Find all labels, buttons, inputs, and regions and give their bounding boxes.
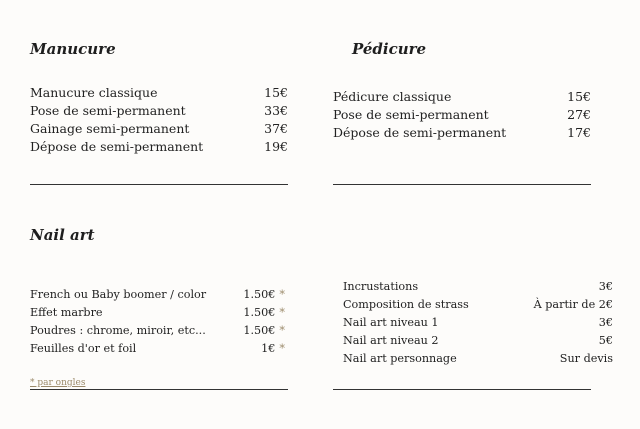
list-item bbox=[343, 332, 613, 350]
item-price: 27€ bbox=[567, 107, 591, 122]
item-price: 17€ bbox=[567, 125, 591, 140]
manucure-list bbox=[30, 84, 288, 156]
manucure-heading: Manucure bbox=[30, 40, 116, 58]
asterisk-marker: * bbox=[279, 288, 285, 301]
list-item bbox=[30, 138, 288, 156]
list-item bbox=[30, 322, 285, 340]
footnote: * par ongles bbox=[30, 378, 86, 388]
item-price: 37€ bbox=[264, 121, 288, 136]
item-name: Pédicure classique bbox=[333, 89, 452, 104]
item-price: 15€ bbox=[567, 89, 591, 104]
asterisk-marker: * bbox=[279, 342, 285, 355]
section-divider bbox=[30, 389, 288, 390]
item-price: 19€ bbox=[264, 139, 288, 154]
item-name: Dépose de semi-permanent bbox=[30, 139, 204, 154]
item-price: 1€ bbox=[261, 342, 276, 355]
item-name: Pose de semi-permanent bbox=[333, 107, 489, 122]
list-item bbox=[343, 350, 613, 368]
item-name: Composition de strass bbox=[343, 298, 469, 311]
item-price: 33€ bbox=[264, 103, 288, 118]
item-name: Pose de semi-permanent bbox=[30, 103, 186, 118]
list-item bbox=[30, 340, 285, 358]
list-item bbox=[343, 278, 613, 296]
item-name: Dépose de semi-permanent bbox=[333, 125, 507, 140]
item-price: 5€ bbox=[598, 334, 613, 347]
list-item bbox=[30, 286, 285, 304]
item-name: Feuilles d'or et foil bbox=[30, 342, 137, 355]
item-name: Manucure classique bbox=[30, 85, 158, 100]
section-divider bbox=[30, 184, 288, 185]
list-item bbox=[333, 124, 591, 142]
list-item bbox=[343, 314, 613, 332]
item-price: 3€ bbox=[598, 316, 613, 329]
item-name: Effet marbre bbox=[30, 306, 103, 319]
list-item bbox=[30, 304, 285, 322]
list-item bbox=[333, 106, 591, 124]
item-name: Nail art personnage bbox=[343, 352, 457, 365]
item-price: 1.50€ bbox=[243, 324, 276, 337]
item-name: French ou Baby boomer / color bbox=[30, 288, 207, 301]
list-item bbox=[30, 120, 288, 138]
item-name: Gainage semi-permanent bbox=[30, 121, 190, 136]
pedicure-list bbox=[333, 88, 591, 142]
section-divider bbox=[333, 184, 591, 185]
section-divider bbox=[333, 389, 591, 390]
item-price: Sur devis bbox=[559, 352, 613, 365]
item-price: 15€ bbox=[264, 85, 288, 100]
item-price: 3€ bbox=[598, 280, 613, 293]
asterisk-marker: * bbox=[279, 306, 285, 319]
item-name: Nail art niveau 2 bbox=[343, 334, 439, 347]
item-price: À partir de 2€ bbox=[533, 298, 613, 311]
nail-art-left-list bbox=[30, 286, 285, 358]
nail-art-right-list bbox=[343, 278, 613, 368]
list-item bbox=[343, 296, 613, 314]
asterisk-marker: * bbox=[279, 324, 285, 337]
nail-art-heading: Nail art bbox=[30, 226, 95, 244]
cropped-page-title bbox=[238, 0, 348, 2]
item-name: Poudres : chrome, miroir, etc... bbox=[30, 324, 206, 337]
list-item bbox=[30, 84, 288, 102]
item-name: Nail art niveau 1 bbox=[343, 316, 439, 329]
item-name: Incrustations bbox=[343, 280, 419, 293]
item-price: 1.50€ bbox=[243, 306, 276, 319]
pedicure-heading: Pédicure bbox=[352, 40, 427, 58]
list-item bbox=[333, 88, 591, 106]
item-price: 1.50€ bbox=[243, 288, 276, 301]
list-item bbox=[30, 102, 288, 120]
